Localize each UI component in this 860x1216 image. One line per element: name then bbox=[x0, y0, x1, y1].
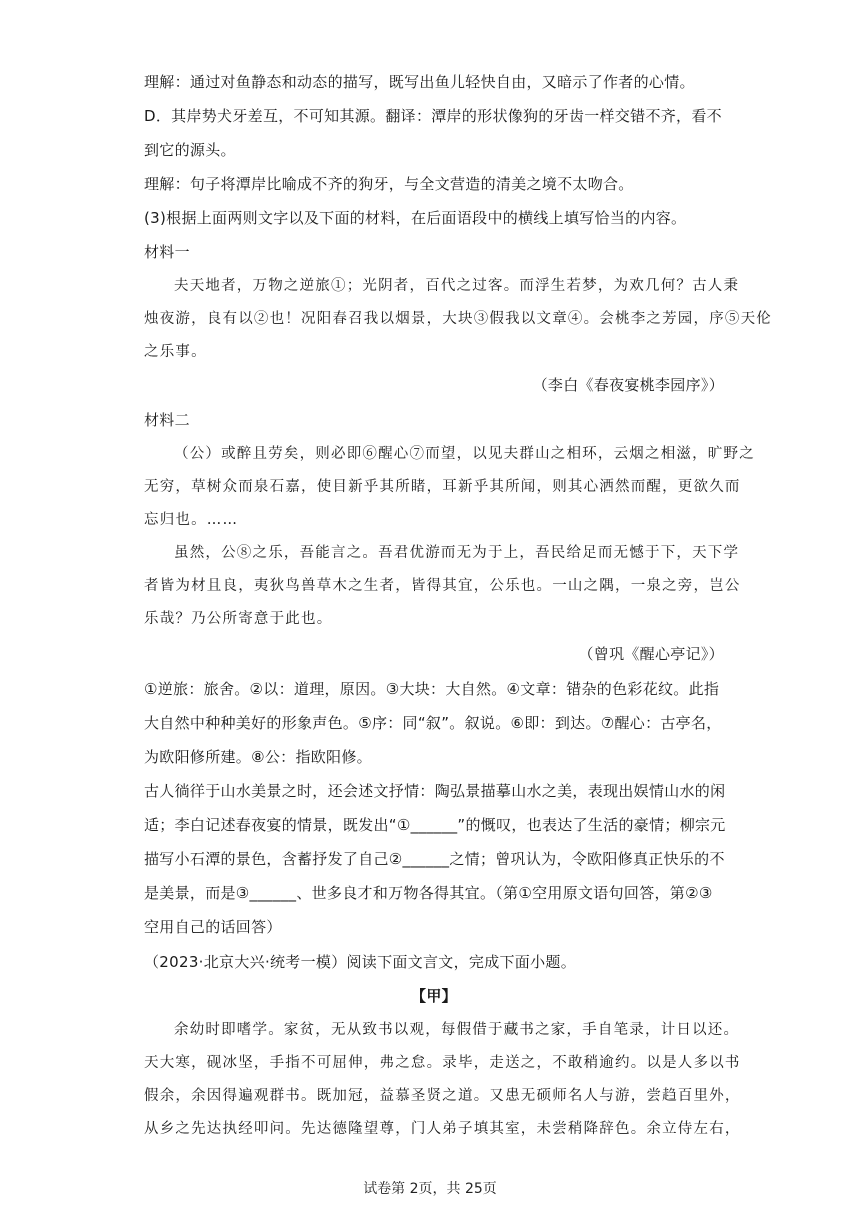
fill-in-passage: 空用自己的话回答） bbox=[144, 918, 282, 936]
section-intro: （2023·北京大兴·统考一模）阅读下面文言文，完成下面小题。 bbox=[144, 953, 577, 971]
passage-jia-text: 余幼时即嗜学。家贫，无从致书以观，每假借于藏书之家，手自笔录，计日以还。 bbox=[174, 1022, 740, 1038]
footnotes: 大自然中种种美好的形象声色。⑤序：同“叙”。叙说。⑥即：到达。⑦醒心：古亭名， bbox=[144, 714, 722, 732]
passage-jia-text: 假余，余因得遍观群书。既加冠，益慕圣贤之道。又患无硕师名人与游，尝趋百里外， bbox=[144, 1088, 741, 1104]
material-2-text: 无穷，草树众而泉石嘉，使目新乎其所睹，耳新乎其所闻，则其心洒然而醒，更欲久而 bbox=[144, 479, 741, 495]
text-line: 理解：句子将潭岸比喻成不齐的狗牙，与全文营造的清美之境不太吻合。 bbox=[144, 175, 634, 193]
text-line: 理解：通过对鱼静态和动态的描写，既写出鱼儿轻快自由，又暗示了作者的心情。 bbox=[144, 73, 695, 91]
material-1-source: （李白《春夜宴桃李园序》） bbox=[532, 376, 724, 394]
option-d-line: D．其岸势犬牙差互，不可知其源。翻译：潭岸的形状像狗的牙齿一样交错不齐，看不 bbox=[144, 107, 722, 125]
material-1-text: 夫天地者，万物之逆旅①；光阴者，百代之过客。而浮生若梦，为欢几何？古人秉 bbox=[174, 278, 740, 294]
material-2-text: 虽然，公⑧之乐，吾能言之。吾君优游而无为于上，吾民给足而无憾于下，天下学 bbox=[174, 545, 740, 561]
material-1-text: 之乐事。 bbox=[144, 344, 207, 360]
page-footer: 试卷第 2页，共 25页 bbox=[363, 1181, 497, 1197]
material-1-heading: 材料一 bbox=[144, 243, 190, 261]
material-2-source: （曾巩《醒心亭记》） bbox=[578, 645, 724, 663]
text-line: 到它的源头。 bbox=[144, 141, 236, 159]
fill-in-passage: 描写小石潭的景色，含蓄抒发了自己②______之情；曾巩认为，令欧阳修真正快乐的不 bbox=[144, 850, 725, 868]
passage-jia-text: 从乡之先达执经叩问。先达德隆望尊，门人弟子填其室，未尝稍降辞色。余立侍左右， bbox=[144, 1121, 741, 1137]
material-2-text: 者皆为材且良，夷狄鸟兽草木之生者，皆得其宜，公乐也。一山之隅，一泉之旁，岂公 bbox=[144, 578, 741, 594]
material-2-text: 乐哉？乃公所寄意于此也。 bbox=[144, 611, 333, 627]
passage-jia-heading: 【甲】 bbox=[411, 987, 457, 1005]
material-2-text: 忘归也。…… bbox=[144, 512, 239, 528]
fill-in-passage: 适；李白记述春夜宴的情景，既发出“①______”的慨叹，也表达了生活的豪情；柳宗元 bbox=[144, 816, 726, 834]
fill-in-passage: 是美景，而是③______、世多良才和万物各得其宜。（第①空用原文语句回答，第②③ bbox=[144, 884, 713, 902]
material-2-text: （公）或醉且劳矣，则必即⑥醒心⑦而望，以见夫群山之相环，云烟之相滋，旷野之 bbox=[174, 446, 755, 462]
question-3-prompt: (3)根据上面两则文字以及下面的材料，在后面语段中的横线上填写恰当的内容。 bbox=[144, 209, 687, 227]
fill-in-passage: 古人徜徉于山水美景之时，还会述文抒情：陶弘景描摹山水之美，表现出娱情山水的闲 bbox=[144, 782, 726, 800]
footnotes: ①逆旅：旅舍。②以：道理，原因。③大块：大自然。④文章：错杂的色彩花纹。此指 bbox=[144, 680, 720, 698]
material-1-text: 烛夜游，良有以②也！况阳春召我以烟景，大块③假我以文章④。会桃李之芳园，序⑤天伦 bbox=[144, 311, 772, 327]
material-2-heading: 材料二 bbox=[144, 411, 190, 429]
footnotes: 为欧阳修所建。⑧公：指欧阳修。 bbox=[144, 748, 372, 766]
passage-jia-text: 天大寒，砚冰坚，手指不可屈伸，弗之怠。录毕，走送之，不敢稍逾约。以是人多以书 bbox=[144, 1055, 741, 1071]
